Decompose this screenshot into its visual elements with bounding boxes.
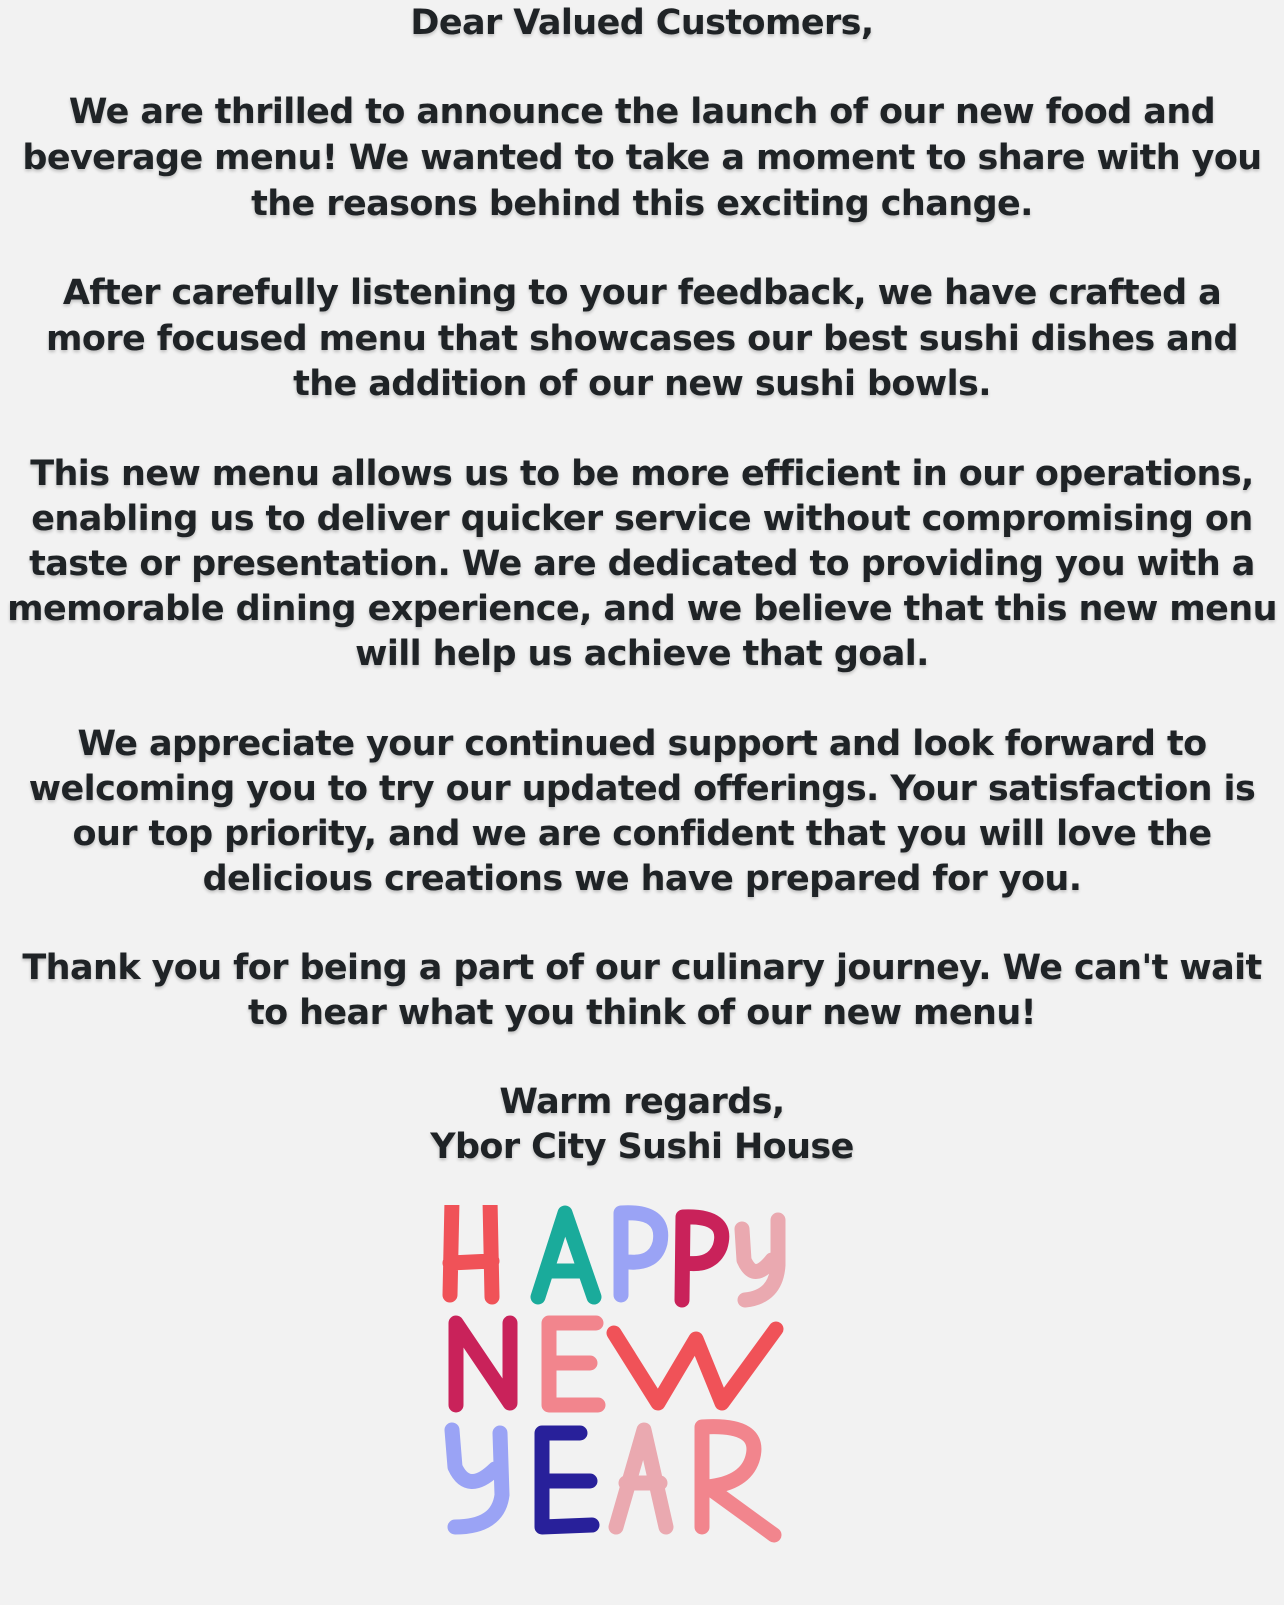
paragraph-line: memorable dining experience, and we believe that this new menu bbox=[7, 589, 1277, 629]
paragraph-line: the reasons behind this exciting change. bbox=[251, 184, 1033, 224]
letter-greeting: Dear Valued Customers, bbox=[410, 3, 874, 43]
letter-closing: Warm regards, bbox=[499, 1082, 785, 1122]
letter-a bbox=[616, 1430, 666, 1527]
happy-new-year-artwork bbox=[440, 1205, 820, 1585]
paragraph-line: We are thrilled to announce the launch of our new food and bbox=[68, 92, 1216, 132]
paragraph-line: After carefully listening to your feedback, we have crafted a bbox=[62, 273, 1222, 313]
letter-w bbox=[614, 1329, 776, 1403]
letter-e bbox=[542, 1433, 592, 1527]
letter-p bbox=[621, 1213, 661, 1295]
paragraph-line: welcoming you to try our updated offerings. Your satisfaction is bbox=[28, 769, 1256, 809]
paragraph-line: We appreciate your continued support and look forward to bbox=[77, 724, 1207, 764]
paragraph-line: taste or presentation. We are dedicated to providing you with a bbox=[29, 544, 1255, 584]
paragraph-line: This new menu allows us to be more efficient in our operations, bbox=[30, 454, 1254, 494]
letter-y bbox=[742, 1220, 778, 1300]
letter-y bbox=[452, 1430, 502, 1527]
letter-signature: Ybor City Sushi House bbox=[430, 1127, 854, 1167]
letter-r bbox=[702, 1427, 774, 1535]
letter-n bbox=[456, 1323, 510, 1405]
paragraph-line: beverage menu! We wanted to take a moment to share with you bbox=[22, 138, 1262, 178]
letter-h bbox=[450, 1205, 492, 1297]
paragraph-line: to hear what you think of our new menu! bbox=[247, 993, 1037, 1033]
happy-new-year-lettering bbox=[440, 1205, 820, 1585]
paragraph-line: delicious creations we have prepared for you. bbox=[202, 859, 1082, 899]
paragraph-line: our top priority, and we are confident that you will love the bbox=[72, 814, 1212, 854]
letter-p bbox=[682, 1217, 722, 1300]
letter-e bbox=[549, 1323, 598, 1405]
paragraph-line: enabling us to deliver quicker service without compromising on bbox=[31, 499, 1253, 539]
paragraph-line: more focused menu that showcases our best sushi dishes and bbox=[46, 319, 1238, 359]
letter-a bbox=[538, 1213, 594, 1297]
paragraph-line: the addition of our new sushi bowls. bbox=[293, 364, 991, 404]
paragraph-line: will help us achieve that goal. bbox=[355, 634, 929, 674]
paragraph-line: Thank you for being a part of our culinary journey. We can't wait bbox=[22, 948, 1262, 988]
